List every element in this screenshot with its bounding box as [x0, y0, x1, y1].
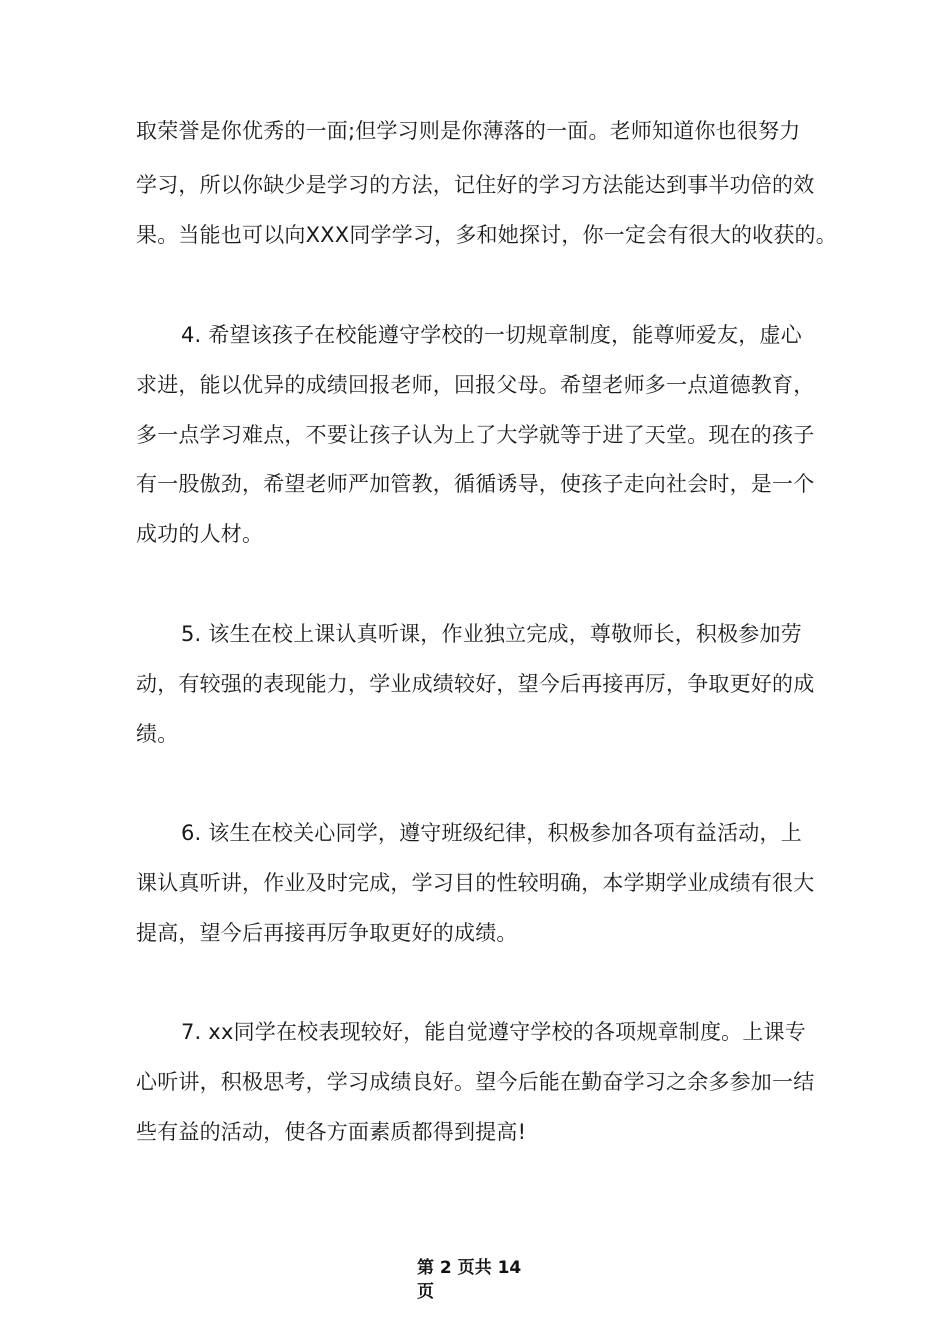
text-line: 求进，能以优异的成绩回报老师，回报父母。希望老师多一点道德教育， [136, 373, 815, 397]
text-line: 取荣誉是你优秀的一面;但学习则是你薄落的一面。老师知道你也很努力 [136, 119, 801, 143]
text-line: 些有益的活动，使各方面素质都得到提高! [136, 1120, 527, 1144]
text-line: 心听讲，积极思考，学习成绩良好。望今后能在勤奋学习之余多参加一结 [136, 1070, 815, 1094]
text-line: 5. 该生在校上课认真听课，作业独立完成，尊敬师长，积极参加劳 [181, 622, 802, 646]
text-line: 学习，所以你缺少是学习的方法，记住好的学习方法能达到事半功倍的效 [136, 173, 815, 197]
text-line: 4. 希望该孩子在校能遵守学校的一切规章制度，能尊师爱友，虚心 [181, 323, 802, 347]
text-line: 课认真听讲，作业及时完成，学习目的性较明确，本学期学业成绩有很大 [136, 871, 815, 895]
page-number: 第 2 页共 14 [417, 1258, 522, 1278]
text-line: 动，有较强的表现能力，学业成绩较好，望今后再接再厉，争取更好的成 [136, 672, 815, 696]
text-line: 绩。 [136, 722, 179, 746]
text-line: 果。当能也可以向XXX同学学习，多和她探讨，你一定会有很大的收获的。 [136, 223, 837, 247]
text-line: 6. 该生在校关心同学，遵守班级纪律，积极参加各项有益活动，上 [181, 821, 802, 845]
page-number-continued: 页 [417, 1282, 434, 1302]
text-line: 成功的人材。 [136, 522, 264, 546]
text-line: 7. xx同学在校表现较好，能自觉遵守学校的各项规章制度。上课专 [181, 1020, 806, 1044]
text-line: 提高，望今后再接再厉争取更好的成绩。 [136, 921, 518, 945]
text-line: 多一点学习难点，不要让孩子认为上了大学就等于进了天堂。现在的孩子 [136, 423, 815, 447]
text-line: 有一股傲劲，希望老师严加管教，循循诱导，使孩子走向社会时，是一个 [136, 472, 815, 496]
